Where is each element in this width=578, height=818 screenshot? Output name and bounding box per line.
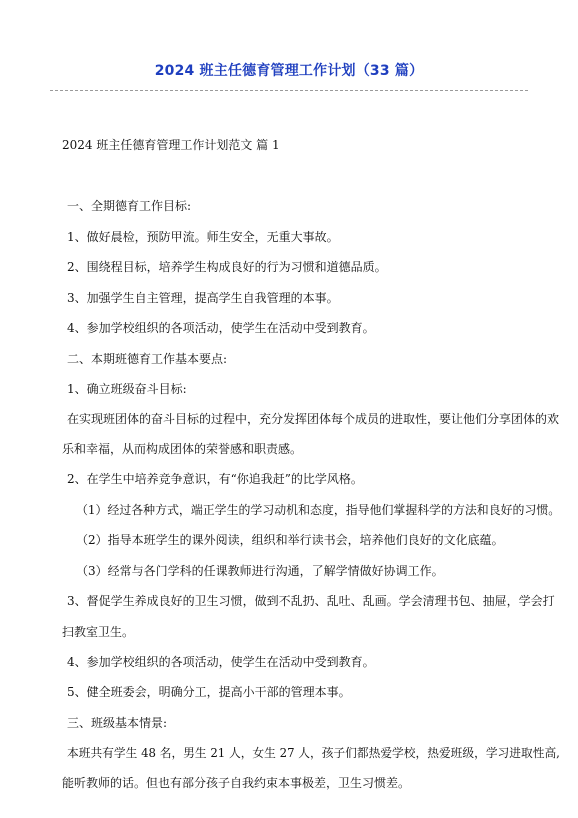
paragraph-line: 4、参加学校组织的各项活动，使学生在活动中受到教育。	[67, 655, 375, 669]
document-title: 2024 班主任德育管理工作计划（33 篇）	[154, 63, 424, 79]
paragraph-line: 3、督促学生养成良好的卫生习惯，做到不乱扔、乱吐、乱画。学会清理书包、抽屉，学会打	[67, 594, 555, 608]
paragraph-line: （2）指导本班学生的课外阅读，组织和举行读书会，培养他们良好的文化底蕴。	[76, 533, 504, 547]
paragraph-line: 5、健全班委会，明确分工，提高小干部的管理本事。	[67, 685, 351, 699]
paragraph-line: 2、围绕程目标，培养学生构成良好的行为习惯和道德品质。	[67, 260, 387, 274]
paragraph-line: 一、全期德育工作目标:	[67, 199, 192, 213]
paragraph-line: 三、班级基本情景:	[67, 716, 168, 730]
paragraph-line: 能听教师的话。但也有部分孩子自我约束本事极差，卫生习惯差。	[62, 776, 411, 790]
title-divider	[50, 90, 528, 91]
paragraph-line: 扫教室卫生。	[62, 625, 135, 639]
paragraph-line: 本班共有学生 48 名，男生 21 人，女生 27 人，孩子们都热爱学校，热爱班级，学习进取性高,	[67, 746, 560, 760]
paragraph-line: 4、参加学校组织的各项活动，使学生在活动中受到教育。	[67, 321, 375, 335]
paragraph-line: 1、做好晨检，预防甲流。师生安全，无重大事故。	[67, 230, 339, 244]
paragraph-line: 二、本期班德育工作基本要点:	[67, 352, 228, 366]
section-heading: 2024 班主任德育管理工作计划范文 篇 1	[62, 138, 280, 152]
paragraph-line: （1）经过各种方式，端正学生的学习动机和态度，指导他们掌握科学的方法和良好的习惯。	[76, 503, 561, 517]
paragraph-line: 2、在学生中培养竞争意识，有“你追我赶”的比学风格。	[67, 472, 363, 486]
paragraph-line: 3、加强学生自主管理，提高学生自我管理的本事。	[67, 291, 339, 305]
paragraph-line: （3）经常与各门学科的任课教师进行沟通，了解学情做好协调工作。	[76, 564, 444, 578]
paragraph-line: 1、确立班级奋斗目标:	[67, 382, 187, 396]
paragraph-line: 乐和幸福，从而构成团体的荣誉感和职责感。	[62, 442, 303, 456]
paragraph-line: 在实现班团体的奋斗目标的过程中，充分发挥团体每个成员的进取性，要让他们分享团体的欢	[67, 412, 560, 426]
